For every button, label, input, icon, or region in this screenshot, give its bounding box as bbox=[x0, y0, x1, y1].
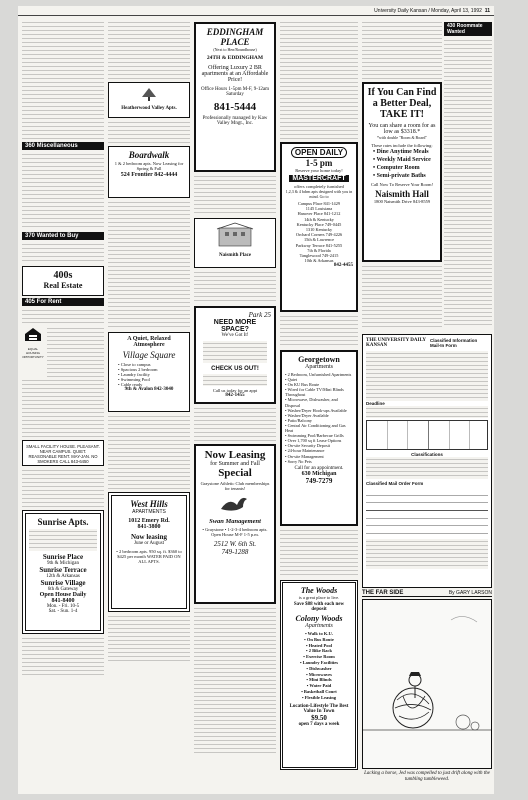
now-leasing-sub: for Summer and Fall bbox=[210, 461, 260, 467]
west-hills-phone: 841-3800 bbox=[137, 524, 161, 530]
feature-item: • Sorry No Pets bbox=[285, 458, 312, 464]
classified-text-block bbox=[444, 38, 492, 328]
feature-item: • Basketball Court bbox=[301, 688, 337, 694]
header-right: University Daily Kansan / Monday, April 13, 1992 11 bbox=[374, 7, 490, 14]
feature-item: • Flexible Leasing bbox=[301, 694, 337, 700]
location-item: Tanglewood 749-2415 bbox=[299, 253, 339, 259]
feature-item: • Wired for Cable TV/Mini Blinds Throughout bbox=[285, 387, 344, 398]
classified-text-block bbox=[280, 314, 358, 348]
equal-housing-block bbox=[22, 326, 104, 378]
eddingham-mgmt: Professionally managed by Kaw Valley Mngt., Inc. bbox=[202, 116, 268, 126]
feature-item: • On KU Bus Route bbox=[285, 382, 320, 388]
feature-item: • Swimming Pool bbox=[118, 377, 150, 382]
sunrise-hours2: Sat. - Sun. 1-4 bbox=[48, 609, 78, 614]
sunrise-title: Sunrise Apts. bbox=[37, 517, 89, 527]
classified-text-block bbox=[22, 20, 104, 140]
open-daily-ad bbox=[280, 142, 358, 312]
village-square-title: A Quiet, Relaxed Atmosphere bbox=[127, 336, 171, 348]
now-leasing-ad bbox=[194, 444, 276, 604]
boardwalk-ad bbox=[108, 146, 190, 198]
column-2 bbox=[108, 20, 190, 792]
woods-name: Colony Woods bbox=[295, 614, 343, 623]
feature-item: • 2 Bedroom, Unfurnished Apartments bbox=[285, 372, 352, 377]
georgetown-sub: Apartments bbox=[305, 364, 333, 370]
open-daily-reserve: Reserve your home today! bbox=[295, 168, 343, 173]
naismith-hall-addr: 1800 Naismith Drive bbox=[373, 199, 412, 204]
now-leasing-line: • Graystone • 1-2-3-4 bedroom apts. Open House M-F 1-5 p.m. bbox=[202, 527, 268, 537]
sunrise-terrace: Sunrise Terrace bbox=[39, 566, 87, 574]
need-space-phone: 842-1455 bbox=[225, 393, 245, 398]
far-side-comic bbox=[362, 590, 492, 790]
sunrise-place: Sunrise Place bbox=[42, 553, 84, 561]
need-space-sub: We've Got It! bbox=[221, 333, 249, 338]
feature-item: • Over 1,700 sq ft Lease Options bbox=[285, 438, 342, 444]
real-estate-sub: Real Estate bbox=[43, 281, 83, 290]
need-space-features bbox=[203, 341, 267, 363]
naismith-place-ad bbox=[194, 218, 276, 268]
section-wanted: 370 Wanted to Buy bbox=[22, 232, 104, 240]
woods-save: Save $88 with each new deposit bbox=[293, 602, 345, 612]
feature-item: • Water Paid bbox=[306, 683, 332, 689]
classified-text-block bbox=[108, 614, 190, 664]
form-deadline-text bbox=[366, 406, 488, 418]
page-number: 11 bbox=[484, 7, 490, 14]
naismith-hall-line: You can share a room for as low as $3318.* bbox=[368, 123, 436, 135]
classified-text-block bbox=[22, 152, 104, 230]
sunrise-addr1: 9th & Michigan bbox=[47, 561, 79, 566]
eddingham-phone: 841-5444 bbox=[213, 101, 257, 113]
naismith-hall-note: *with double "Room & Board" bbox=[377, 135, 427, 140]
form-title: THE UNIVERSITY DAILY KANSAN bbox=[366, 338, 426, 348]
feature-item: • Spacious 2 bedroom bbox=[118, 367, 158, 372]
classified-text-block bbox=[22, 468, 104, 508]
sunrise-addr3: 6th & Gateway bbox=[47, 587, 79, 592]
open-daily-title: OPEN DAILY bbox=[291, 147, 347, 158]
feature-item: • Swimming Pool/Barbecue Grills bbox=[285, 433, 344, 439]
open-daily-sub: offers completely furnished bbox=[294, 184, 344, 189]
classified-text-block bbox=[108, 120, 190, 144]
feature-item: • Exercise Room bbox=[303, 654, 335, 660]
classified-text-block bbox=[22, 378, 104, 438]
eddingham-ad bbox=[194, 22, 276, 172]
georgetown-cta: Call for an appointment. bbox=[294, 465, 344, 471]
eddingham-addr: 24TH & EDDINGHAM bbox=[206, 55, 264, 61]
feature-item: • Cable ready bbox=[118, 382, 143, 387]
feature-item: • Patio/Balcony bbox=[285, 417, 312, 423]
woods-price: $9.50 bbox=[311, 713, 327, 722]
form-address-fields bbox=[366, 539, 488, 569]
equal-housing-line1: EQUAL HOUSING bbox=[25, 347, 40, 355]
naismith-hall-ad bbox=[362, 82, 442, 262]
naismith-hall-phone: 843-8559 bbox=[412, 199, 431, 204]
equal-housing-logo bbox=[22, 326, 44, 378]
west-hills-addr: 1012 Emery Rd. bbox=[128, 518, 170, 524]
location-item: Kentucky Place 749-0445 bbox=[296, 221, 342, 227]
eddingham-sub: (Next to Hen/Roundhouse) bbox=[213, 47, 257, 52]
section-rent: 405 For Rent bbox=[22, 298, 104, 306]
newspaper-page bbox=[18, 6, 494, 794]
woods-sub: is a great place to live. bbox=[298, 595, 340, 600]
feature-item: • Washer/Dryer Hook-ups Available bbox=[285, 407, 347, 413]
feature-item: • Quiet bbox=[285, 377, 298, 383]
now-leasing-addr: 2512 W. 6th St. bbox=[213, 540, 257, 548]
kansan-mail-in-form bbox=[362, 334, 492, 588]
georgetown-title: Georgetown bbox=[298, 355, 340, 364]
now-leasing-note: Graystone Athletic Club memberships for tenants! bbox=[200, 481, 270, 491]
form-sub: Classified Information Mail-In Form bbox=[430, 338, 478, 348]
house-icon bbox=[23, 326, 43, 342]
location-item: 7th & Florida bbox=[307, 247, 331, 253]
west-hills-sub: APARTMENTS bbox=[132, 509, 166, 515]
column-3 bbox=[194, 20, 276, 792]
boardwalk-addr: 524 Frontier bbox=[120, 172, 153, 178]
feature-item: • On Bus Route bbox=[304, 636, 334, 642]
tumbleweed-drawing bbox=[363, 600, 491, 766]
sunrise-apts-ad bbox=[22, 510, 104, 634]
form-header bbox=[366, 338, 488, 348]
boardwalk-title: Boardwalk bbox=[128, 150, 170, 160]
column-6 bbox=[444, 20, 492, 330]
building-icon bbox=[215, 222, 255, 248]
village-square-features bbox=[112, 362, 186, 387]
classified-text-block bbox=[22, 308, 104, 326]
location-item: Parkway Terrace 841-5255 bbox=[295, 242, 343, 248]
classification-list bbox=[366, 457, 488, 479]
west-hills-line: • 2 bedroom apts. 950 sq. ft. $360 to $425 per month WATER PAID ON ALL APTS. bbox=[116, 549, 182, 564]
classified-text-block bbox=[280, 20, 358, 140]
feature-item: • Dine Anytime Meals bbox=[373, 149, 429, 155]
village-square-ad bbox=[108, 332, 190, 412]
naismith-place-title: Naismith Place bbox=[218, 253, 252, 258]
column-4 bbox=[280, 20, 358, 792]
eddingham-title: EDDINGHAM PLACE bbox=[206, 27, 264, 47]
west-hills-when: June or August bbox=[134, 541, 164, 546]
form-write-lines[interactable] bbox=[366, 488, 488, 536]
sunrise-open: Open House Daily bbox=[39, 592, 87, 598]
naismith-hall-title: If You Can Find a Better Deal, TAKE IT! bbox=[367, 87, 437, 120]
feature-item: • Laundry facility bbox=[118, 372, 150, 377]
classified-text-block bbox=[108, 200, 190, 330]
classified-text-block bbox=[362, 264, 442, 330]
feature-item: • Dishwasher bbox=[306, 665, 332, 671]
far-side-title: THE FAR SIDE bbox=[362, 590, 404, 596]
form-classifications: Classifications bbox=[411, 452, 443, 457]
eddingham-offer: Offering Luxury 2 BR apartments at an Affordable Price! bbox=[201, 65, 269, 83]
column-1 bbox=[22, 20, 104, 792]
classified-text-block bbox=[194, 606, 276, 756]
location-item: 10th & Arkansas bbox=[304, 258, 334, 264]
location-item: Hanover Place 841-1212 bbox=[297, 211, 341, 217]
need-space-title: NEED MORE SPACE? bbox=[213, 319, 257, 333]
sunrise-features bbox=[29, 529, 97, 551]
need-space-check: CHECK US OUT! bbox=[211, 366, 259, 372]
real-estate-label: 400s bbox=[53, 270, 73, 281]
feature-item: • 24-hour Maintenance bbox=[285, 448, 325, 454]
rate-table bbox=[366, 420, 488, 450]
boardwalk-phone: 842-4444 bbox=[154, 172, 178, 178]
feature-item: • Computer Room bbox=[373, 165, 420, 171]
feature-item: • Weekly Maid Service bbox=[373, 157, 431, 163]
classified-text-block bbox=[108, 414, 190, 490]
open-daily-hours: 1-5 pm bbox=[305, 158, 333, 168]
location-item: 14th & Kentucky bbox=[304, 216, 334, 222]
need-space-ad bbox=[194, 306, 276, 404]
far-side-caption: Lacking a horse, Jed was compelled to just drift along with the tumbling tumbleweed. bbox=[364, 771, 490, 782]
mastercraft-logo: MASTERCRAFT bbox=[289, 175, 349, 182]
section-misc: 360 Miscellaneous bbox=[22, 142, 104, 150]
sunrise-village: Sunrise Village bbox=[40, 579, 86, 587]
woods-features bbox=[286, 631, 352, 701]
swan-icon bbox=[215, 491, 255, 513]
small-facility-ad: SMALL FACILITY HOUSE. PLEASANT. NEAR CAMPUS. QUIET. REASONABLE RENT. MAY-JAN. NO SMOKERS CALL 843-6450 bbox=[22, 440, 104, 466]
location-item: Orchard Corners 749-4226 bbox=[295, 232, 343, 238]
now-leasing-phone: 749-1288 bbox=[221, 548, 249, 556]
classified-text-block bbox=[194, 406, 276, 442]
far-side-panel bbox=[362, 599, 492, 769]
woods-title: The Woods bbox=[300, 586, 338, 595]
sunrise-addr2: 12th & Arkansas bbox=[46, 574, 80, 579]
west-hills-title: West Hills bbox=[130, 499, 168, 509]
location-item: 1145 Louisiana bbox=[305, 206, 333, 212]
feature-item: • Semi-private Baths bbox=[373, 173, 426, 179]
woods-foot: Location-Lifestyle The Best Value In Town bbox=[289, 703, 349, 714]
feature-item: • 2 Bike Rack bbox=[306, 648, 332, 654]
sunrise-phone: 841-8400 bbox=[51, 598, 75, 604]
feature-item: • Microwave, Dishwasher, and Disposal bbox=[285, 397, 338, 408]
georgetown-ad bbox=[280, 350, 358, 526]
form-deadline: Deadline bbox=[366, 401, 385, 406]
classified-text-block bbox=[108, 20, 190, 80]
open-daily-line: 1,2,3 & 4 bdrm apts designed with you in mind. Go to bbox=[285, 189, 353, 199]
equal-housing-line2: OPPORTUNITY bbox=[22, 355, 44, 359]
feature-item: • On-site Management bbox=[285, 453, 324, 459]
naismith-hall-intro: These rates include the following: bbox=[371, 143, 433, 148]
sunrise-hours1: Mon. - Fri. 10-5 bbox=[46, 604, 80, 609]
feature-item: • Mini Blinds bbox=[306, 677, 332, 683]
real-estate-banner bbox=[22, 266, 104, 296]
woods-cta: open 7 days a week bbox=[298, 721, 340, 727]
form-rules bbox=[366, 351, 488, 401]
naismith-hall-features bbox=[367, 148, 437, 180]
west-hills-now: Now leasing bbox=[131, 533, 167, 541]
far-side-header bbox=[362, 590, 492, 597]
classified-text-block bbox=[47, 326, 104, 378]
park25-logo: Park 25 bbox=[248, 311, 271, 319]
georgetown-addr: 630 Michigan bbox=[301, 470, 337, 477]
village-square-name: Village Square bbox=[122, 350, 176, 360]
feature-item: • Laundry Facilities bbox=[299, 659, 339, 665]
georgetown-features bbox=[285, 372, 353, 464]
woods-sub2: Apartments bbox=[305, 623, 333, 629]
tree-icon bbox=[134, 87, 164, 101]
west-hills-ad bbox=[108, 492, 190, 612]
open-daily-locations bbox=[285, 201, 353, 263]
swan-management-name: Swan Management bbox=[209, 518, 261, 525]
need-space-details bbox=[203, 374, 267, 386]
colony-woods-ad bbox=[280, 580, 358, 770]
classified-text-block bbox=[194, 174, 276, 216]
feature-item: • Walk to K.U. bbox=[305, 631, 333, 636]
boardwalk-line: 1 & 2 bedroom apts. Now Leasing for Spring & Fall bbox=[114, 161, 184, 171]
classified-text-block bbox=[362, 20, 442, 80]
page-header bbox=[18, 6, 494, 16]
village-square-addr: 9th & Avalon 842-3040 bbox=[124, 387, 174, 392]
heatherwood-ad bbox=[108, 82, 190, 118]
location-item: 1310 Kentucky bbox=[305, 227, 333, 233]
open-daily-phone: 842-4455 bbox=[333, 263, 353, 269]
classified-text-block bbox=[194, 270, 276, 304]
feature-item: • On-site Security Deposit bbox=[285, 443, 331, 449]
location-item: 15th & Lawrence bbox=[303, 237, 335, 243]
eddingham-hours: Office Hours 1-5pm M-F, 9-12am Saturday bbox=[201, 87, 269, 97]
georgetown-phone: 749-7279 bbox=[305, 476, 333, 485]
feature-item: • Washer/Dryer Available bbox=[285, 412, 329, 418]
naismith-hall-name: Naismith Hall bbox=[375, 189, 429, 199]
feature-item: • Microwaves bbox=[306, 671, 332, 677]
form-mail-order: Classified Mail Order Form bbox=[366, 481, 424, 486]
need-space-call: Call us today for an appt bbox=[212, 388, 258, 393]
classified-text-block bbox=[280, 528, 358, 578]
now-leasing-title: Now Leasing bbox=[204, 449, 266, 461]
far-side-author: By GARY LARSON bbox=[448, 590, 492, 596]
classified-text-block bbox=[22, 636, 104, 676]
naismith-hall-cta: Call Now To Reserve Your Room! bbox=[370, 182, 434, 187]
heatherwood-title: Heatherwood Valley Apts. bbox=[121, 106, 177, 111]
section-roommate: 430 Roommate Wanted bbox=[444, 22, 492, 36]
feature-item: • Close to campus bbox=[118, 362, 151, 367]
location-item: Campus Place 841-1429 bbox=[297, 201, 340, 206]
classified-text-block bbox=[22, 242, 104, 264]
now-leasing-special: Special bbox=[218, 467, 252, 479]
feature-item: • Central Air Conditioning and Gas Heat bbox=[285, 422, 346, 434]
feature-item: • Heated Pool bbox=[305, 642, 333, 648]
